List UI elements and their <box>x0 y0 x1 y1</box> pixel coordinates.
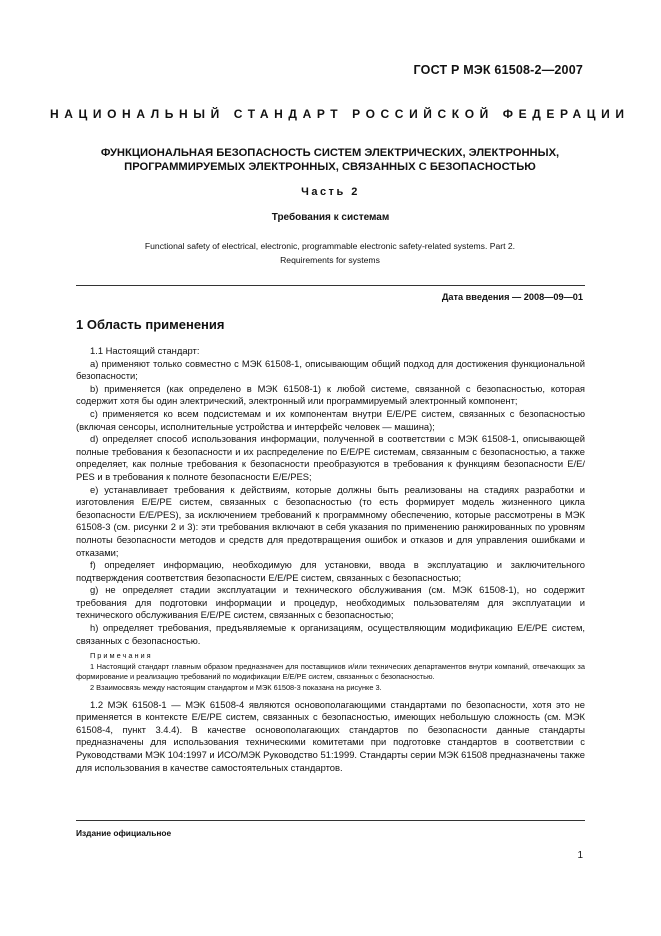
title-line-1: ФУНКЦИОНАЛЬНАЯ БЕЗОПАСНОСТЬ СИСТЕМ ЭЛЕКТРИЧЕСКИХ, ЭЛЕКТРОННЫХ, <box>100 147 560 159</box>
paragraph: e) устанавливает требования к действиям, которые должны быть реализованы на стадиях разработки и изготовления Е/Е/РЕ систем, связанных с безопасностью (то есть формирует модель жизненного цикла безопасности Е/Е/РЕS), за исключением требований к программному обеспечению, которые рассмотрены в МЭК 61508-3 (см. рисунки 2 и 3): эти требования включают в себя указания по применению ранжированных по уровням полноты безопасности методов и средств для предотвращения ошибок и отказов и для управления ошибками и отказами; <box>76 483 585 558</box>
notes-block <box>76 651 585 693</box>
english-title-line-2: Requirements for systems <box>280 255 380 265</box>
paragraph: b) применяется (как определено в МЭК 61508-1) к любой системе, связанной с безопасностью, которая содержит хотя бы один электрический, электронный или программируемый электронный компонент; <box>76 382 585 407</box>
paragraph: h) определяет требования, предъявляемые к организациям, осуществляющим модификацию Е/Е/РЕ систем, связанных с безопасностью. <box>76 622 585 646</box>
document-code: ГОСТ Р МЭК 61508-2—2007 <box>413 63 583 77</box>
divider-bottom <box>76 820 585 821</box>
part-subtitle: Требования к системам <box>271 212 390 223</box>
note-item: 1 Настоящий стандарт главным образом предназначен для поставщиков и/или технических департаментов внутри компаний, отвечающих за формирование и реализацию требований по модификации Е/Е/РЕ систем, связанных с безопасностью. <box>76 661 585 682</box>
english-title-line-1: Functional safety of electrical, electronic, programmable electronic safety-related systems. Part 2. <box>144 241 516 251</box>
edition-label: Издание официальное <box>76 828 172 838</box>
paragraph: a) применяют только совместно с МЭК 61508-1, описывающим общий подход для достижения функциональной безопасности; <box>76 357 585 382</box>
national-standard-heading: НАЦИОНАЛЬНЫЙ СТАНДАРТ РОССИЙСКОЙ ФЕДЕРАЦИИ <box>50 107 630 121</box>
divider-top <box>76 285 585 286</box>
note-item: 2 Взаимосвязь между настоящим стандартом и МЭК 61508-3 показана на рисунке 3. <box>90 683 382 693</box>
paragraph: c) применяется ко всем подсистемам и их компонентам внутри Е/Е/РЕ систем, связанных с безопасностью (включая сенсоры, исполнительные устройства и интерфейс человек — машина); <box>76 407 585 432</box>
english-title <box>90 239 570 267</box>
notes-heading: Примечания <box>90 651 153 661</box>
paragraph: f) определяет информацию, необходимую для установки, ввода в эксплуатацию и заключительного подтверждения соответствия безопасности Е/Е/РЕ систем, связанных с безопасностью; <box>76 559 585 583</box>
introduction-date: Дата введения — 2008—09—01 <box>441 292 583 302</box>
paragraph-1-2: 1.2 МЭК 61508-1 — МЭК 61508-4 являются основополагающими стандартами по безопасности, хотя это не применяется в контексте Е/Е/РЕ систем, связанных с безопасностью, имеющих небольшую сложность (см. МЭК 61508-4, пункт 3.4.4). В качестве основополагающих стандартов по безопасности данные стандарты предназначены для использования техническими комитетами при подготовке стандартов в соответствии с Руководствами МЭК 104:1997 и ИСО/МЭК Руководство 51:1999. Стандарты серии МЭК 61508 предназначены также для использования в качестве самостоятельных стандартов. <box>76 698 585 773</box>
paragraph: d) определяет способ использования информации, полученной в соответствии с МЭК 61508-1, описывающей полные требования к безопасности и их распределение по Е/Е/РЕ системам, связанным с безопасностью, а также определяет, как полные требования к безопасности преобразуются в требования к функциям безопасности Е/Е/РЕS и в требования к полноте безопасности Е/Е/РЕS; <box>76 433 585 482</box>
section-heading: 1 Область применения <box>76 317 225 332</box>
title-line-2: ПРОГРАММИРУЕМЫХ ЭЛЕКТРОННЫХ, СВЯЗАННЫХ С БЕЗОПАСНОСТЬЮ <box>124 161 536 173</box>
section-body <box>76 345 585 774</box>
paragraph: 1.1 Настоящий стандарт: <box>90 345 200 356</box>
part-label: Часть 2 <box>301 186 360 198</box>
paragraph: g) не определяет стадии эксплуатации и технического обслуживания (см. МЭК 61508-1), но содержит требования для подготовки информации и процедур, необходимых пользователям для эксплуатации и технического обслуживания Е/Е/РЕ систем, связанных с безопасностью; <box>76 584 585 621</box>
standard-title <box>70 146 590 174</box>
page-number: 1 <box>577 850 583 861</box>
